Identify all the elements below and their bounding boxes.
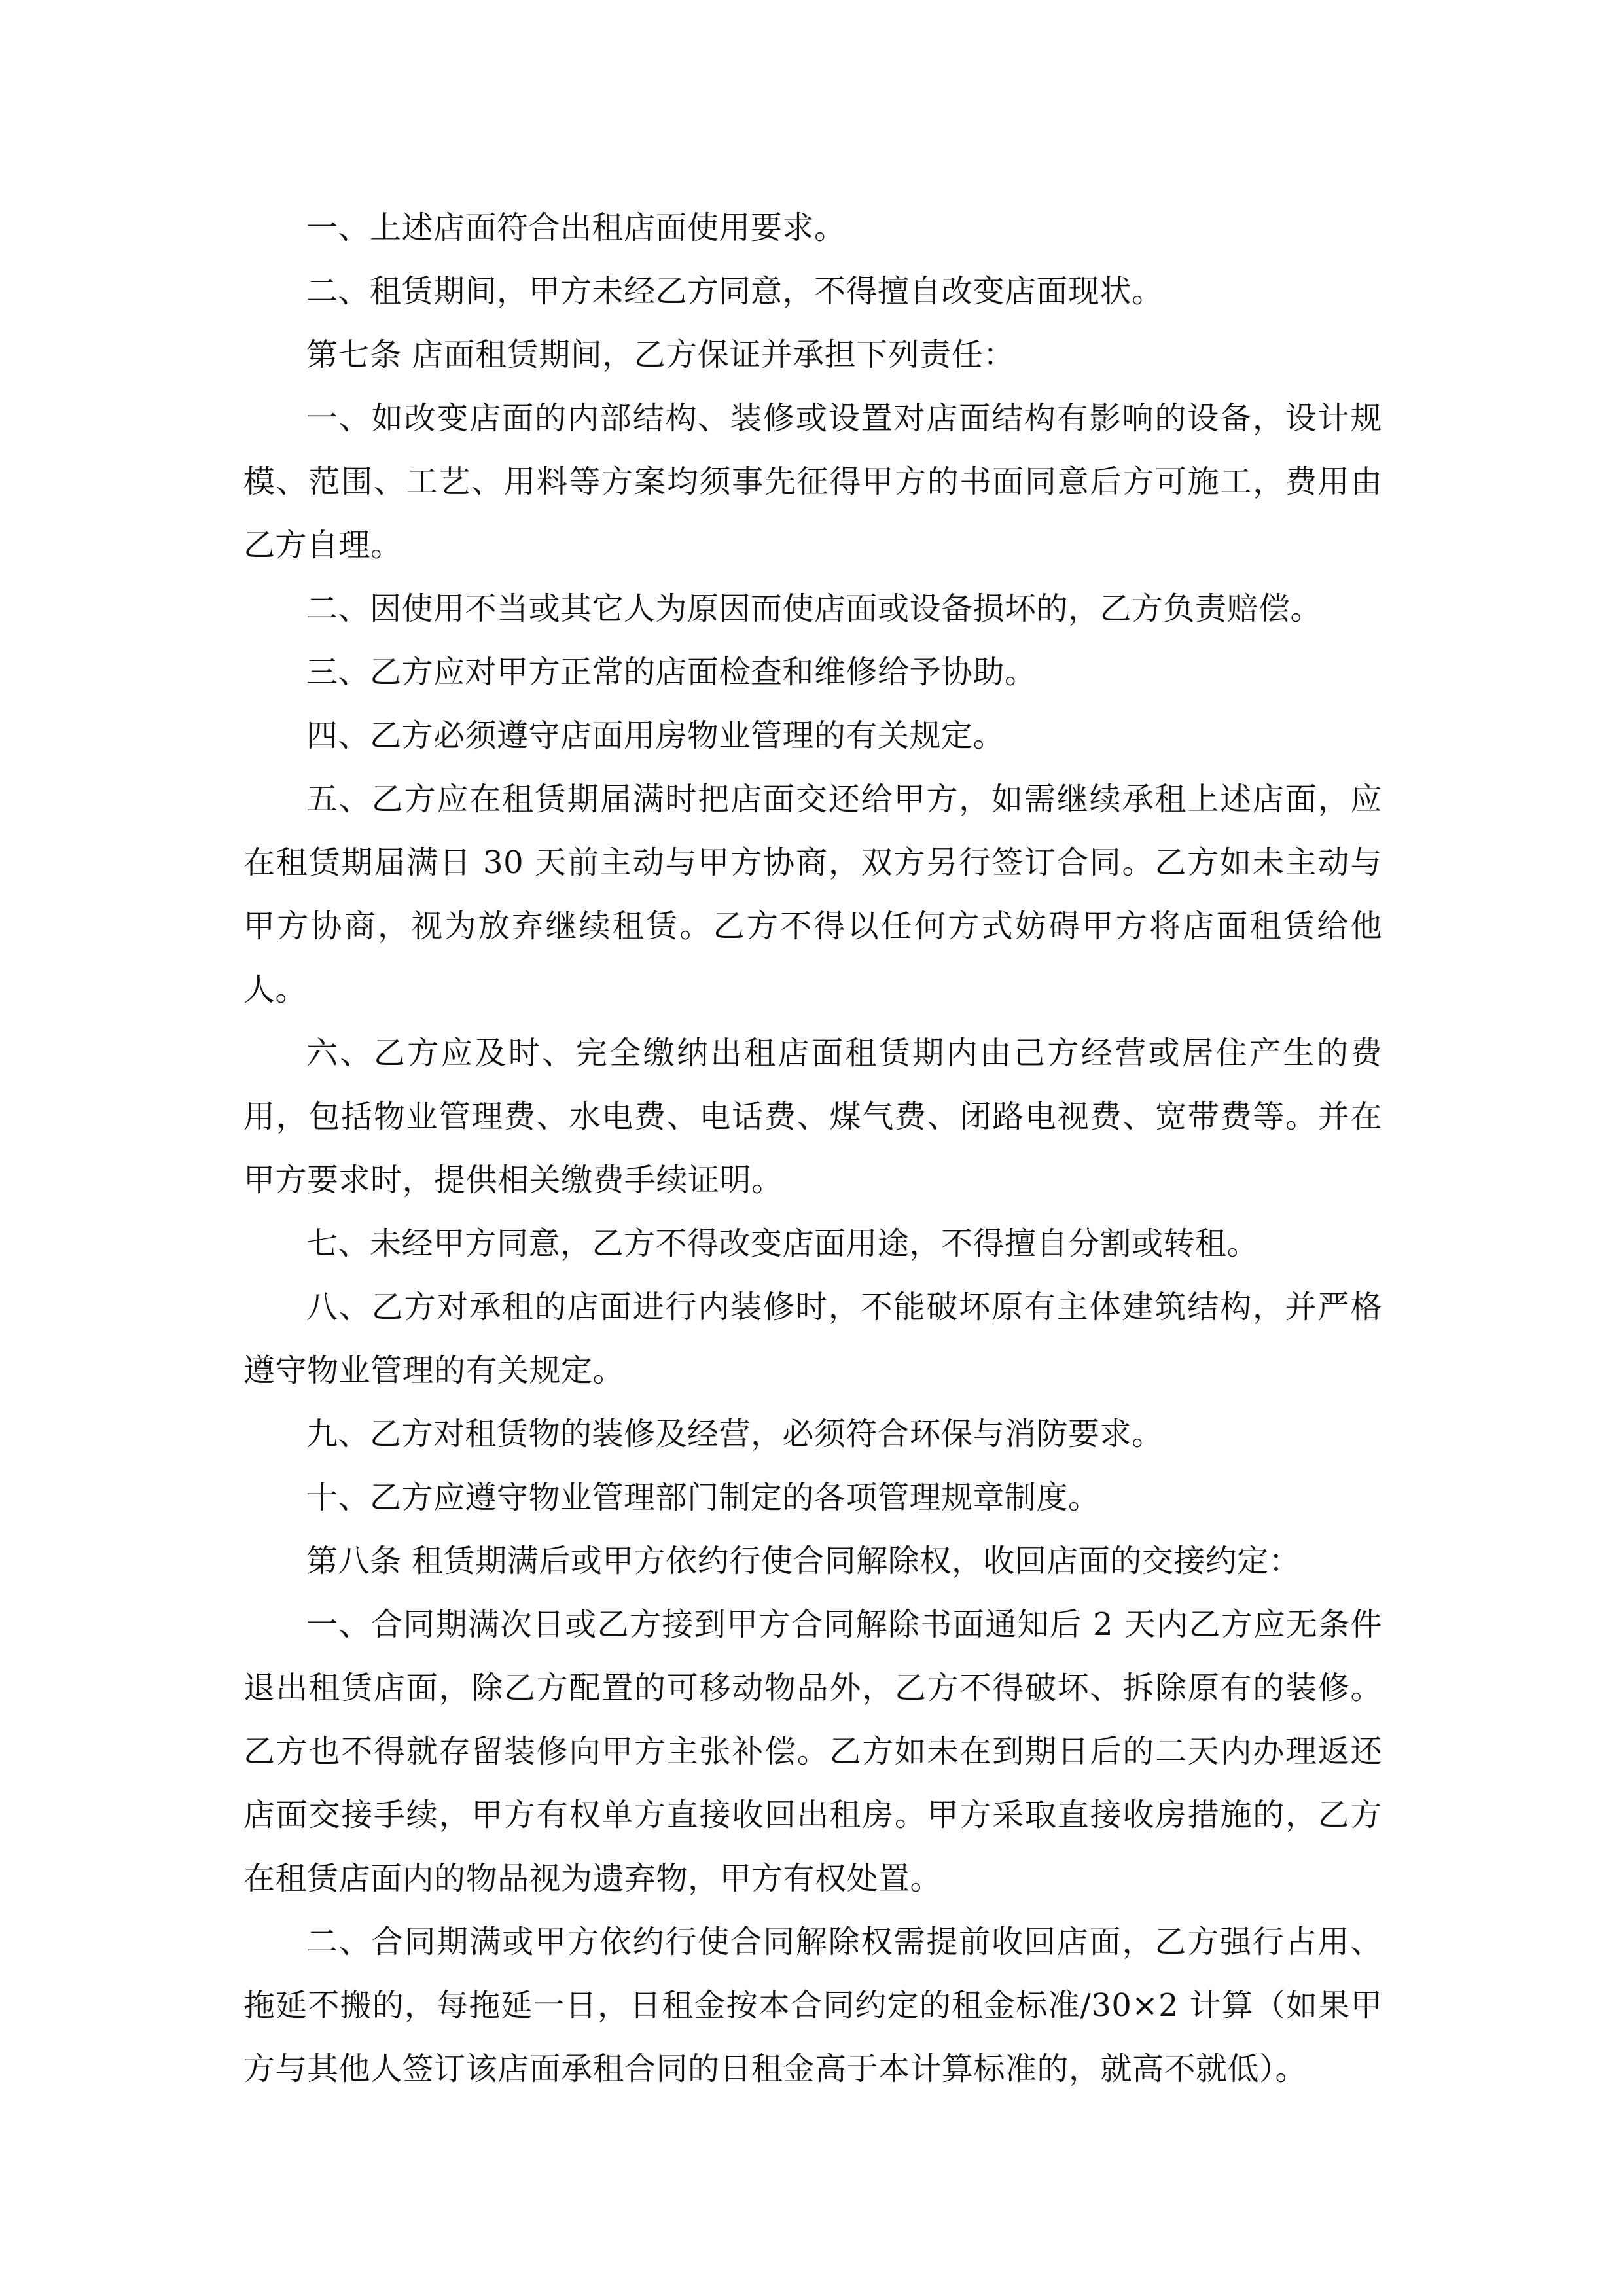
clause-paragraph: 五、乙方应在租赁期届满时把店面交还给甲方，如需继续承租上述店面，应在租赁期届满日 30 天前主动与甲方协商，双方另行签订合同。乙方如未主动与甲方协商，视为放弃继续租赁。乙方不得以任何方式妨碍甲方将店面租赁给他人。 — [243, 781, 1382, 1008]
clause-paragraph: 二、租赁期间，甲方未经乙方同意，不得擅自改变店面现状。 — [306, 273, 1164, 310]
clause-paragraph: 一、合同期满次日或乙方接到甲方合同解除书面通知后 2 天内乙方应无条件退出租赁店面，除乙方配置的可移动物品外，乙方不得破坏、拆除原有的装修。乙方也不得就存留装修向甲方主张补偿。乙方如未在到期日后的二天内办理返还店面交接手续，甲方有权单方直接收回出租房。甲方采取直接收房措施的，乙方在租赁店面内的物品视为遗弃物，甲方有权处置。 — [243, 1606, 1382, 1897]
clause-paragraph: 一、如改变店面的内部结构、装修或设置对店面结构有影响的设备，设计规模、范围、工艺、用料等方案均须事先征得甲方的书面同意后方可施工，费用由乙方自理。 — [243, 400, 1382, 564]
article-heading: 第八条 租赁期满后或甲方依约行使合同解除权，收回店面的交接约定： — [306, 1543, 1301, 1579]
clause-paragraph: 十、乙方应遵守物业管理部门制定的各项管理规章制度。 — [306, 1479, 1100, 1516]
clause-paragraph: 九、乙方对租赁物的装修及经营，必须符合环保与消防要求。 — [306, 1416, 1164, 1452]
clause-paragraph: 二、因使用不当或其它人为原因而使店面或设备损坏的，乙方负责赔偿。 — [306, 590, 1323, 627]
clause-paragraph: 四、乙方必须遵守店面用房物业管理的有关规定。 — [306, 717, 1005, 754]
article-heading: 第七条 店面租赁期间，乙方保证并承担下列责任： — [306, 336, 1015, 373]
clause-paragraph: 一、上述店面符合出租店面使用要求。 — [306, 209, 846, 246]
clause-paragraph: 六、乙方应及时、完全缴纳出租店面租赁期内由己方经营或居住产生的费用，包括物业管理费、水电费、电话费、煤气费、闭路电视费、宽带费等。并在甲方要求时，提供相关缴费手续证明。 — [243, 1035, 1382, 1198]
document-body — [243, 196, 1382, 2101]
clause-paragraph: 三、乙方应对甲方正常的店面检查和维修给予协助。 — [306, 654, 1037, 691]
clause-paragraph: 二、合同期满或甲方依约行使合同解除权需提前收回店面，乙方强行占用、拖延不搬的，每拖延一日，日租金按本合同约定的租金标准/30×2 计算（如果甲方与其他人签订该店面承租合同的日租金高于本计算标准的，就高不就低）。 — [243, 1924, 1382, 2087]
clause-paragraph: 七、未经甲方同意，乙方不得改变店面用途，不得擅自分割或转租。 — [306, 1225, 1259, 1262]
clause-paragraph: 八、乙方对承租的店面进行内装修时，不能破坏原有主体建筑结构，并严格遵守物业管理的有关规定。 — [243, 1289, 1382, 1389]
